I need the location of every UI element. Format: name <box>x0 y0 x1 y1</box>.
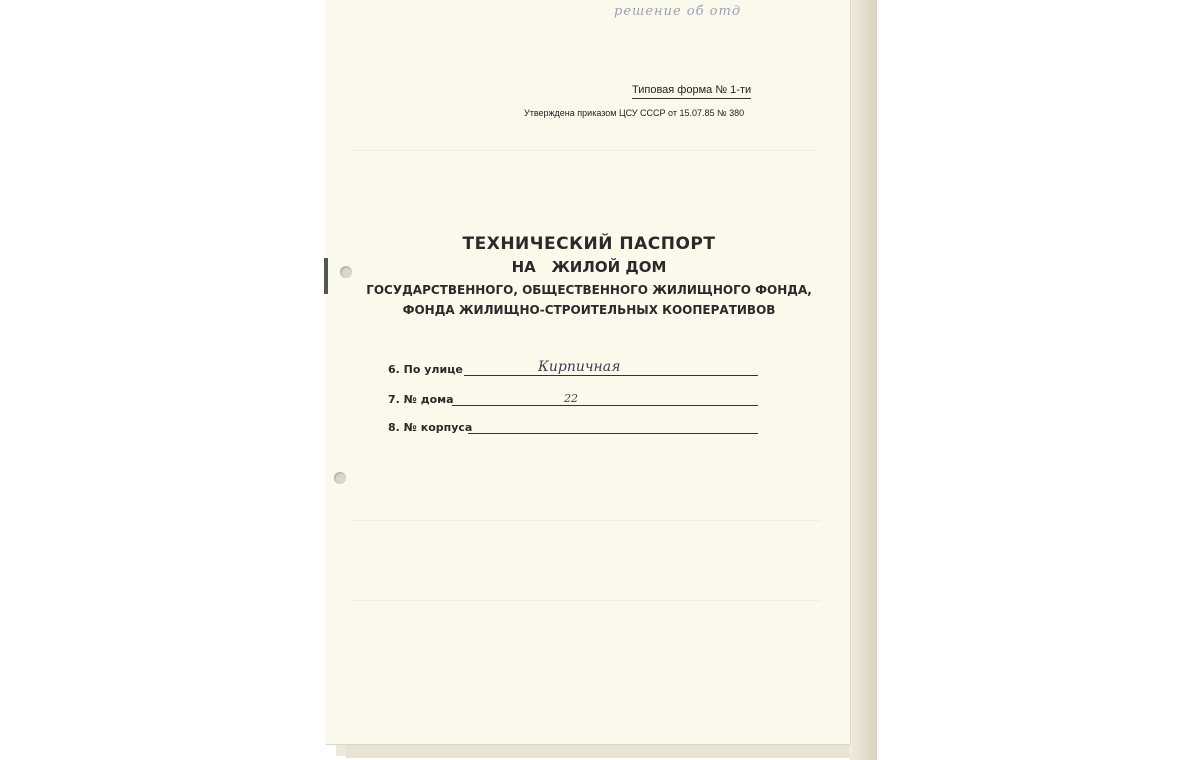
punch-hole-icon <box>340 266 352 278</box>
field-building-number-label: 8. № корпуса <box>388 421 473 434</box>
stacked-pages-edge <box>849 0 877 760</box>
punch-hole-icon <box>334 472 346 484</box>
field-street-value: Кирпичная <box>538 359 621 375</box>
field-house-number-value: 22 <box>564 392 578 405</box>
field-house-number-label: 7. № дома <box>388 393 454 406</box>
approval-line: Утверждена приказом ЦСУ СССР от 15.07.85 № 380 <box>524 108 745 118</box>
title-line-1: ТЕХНИЧЕСКИЙ ПАСПОРТ <box>462 234 716 254</box>
field-house-number-line <box>452 389 758 406</box>
field-street <box>388 358 758 378</box>
faint-ruling <box>350 520 820 521</box>
faint-ruling <box>350 600 820 601</box>
handwritten-note: решение об отд <box>614 4 742 19</box>
title-line-4: ФОНДА ЖИЛИЩНО-СТРОИТЕЛЬНЫХ КООПЕРАТИВОВ <box>402 303 776 317</box>
document-title <box>366 232 812 320</box>
title-line-3: ГОСУДАРСТВЕННОГО, ОБЩЕСТВЕННОГО ЖИЛИЩНОГО ФОНДА, <box>366 283 812 297</box>
binding-clip <box>324 258 328 294</box>
front-page <box>326 0 850 744</box>
field-house-number <box>388 388 758 408</box>
title-line-2: НА ЖИЛОЙ ДОМ <box>511 258 667 276</box>
faint-ruling <box>350 150 820 151</box>
field-street-label: 6. По улице <box>388 363 463 376</box>
form-type-label: Типовая форма № 1-ти <box>632 84 751 99</box>
field-building-number-line <box>468 417 758 434</box>
field-building-number <box>388 416 758 436</box>
